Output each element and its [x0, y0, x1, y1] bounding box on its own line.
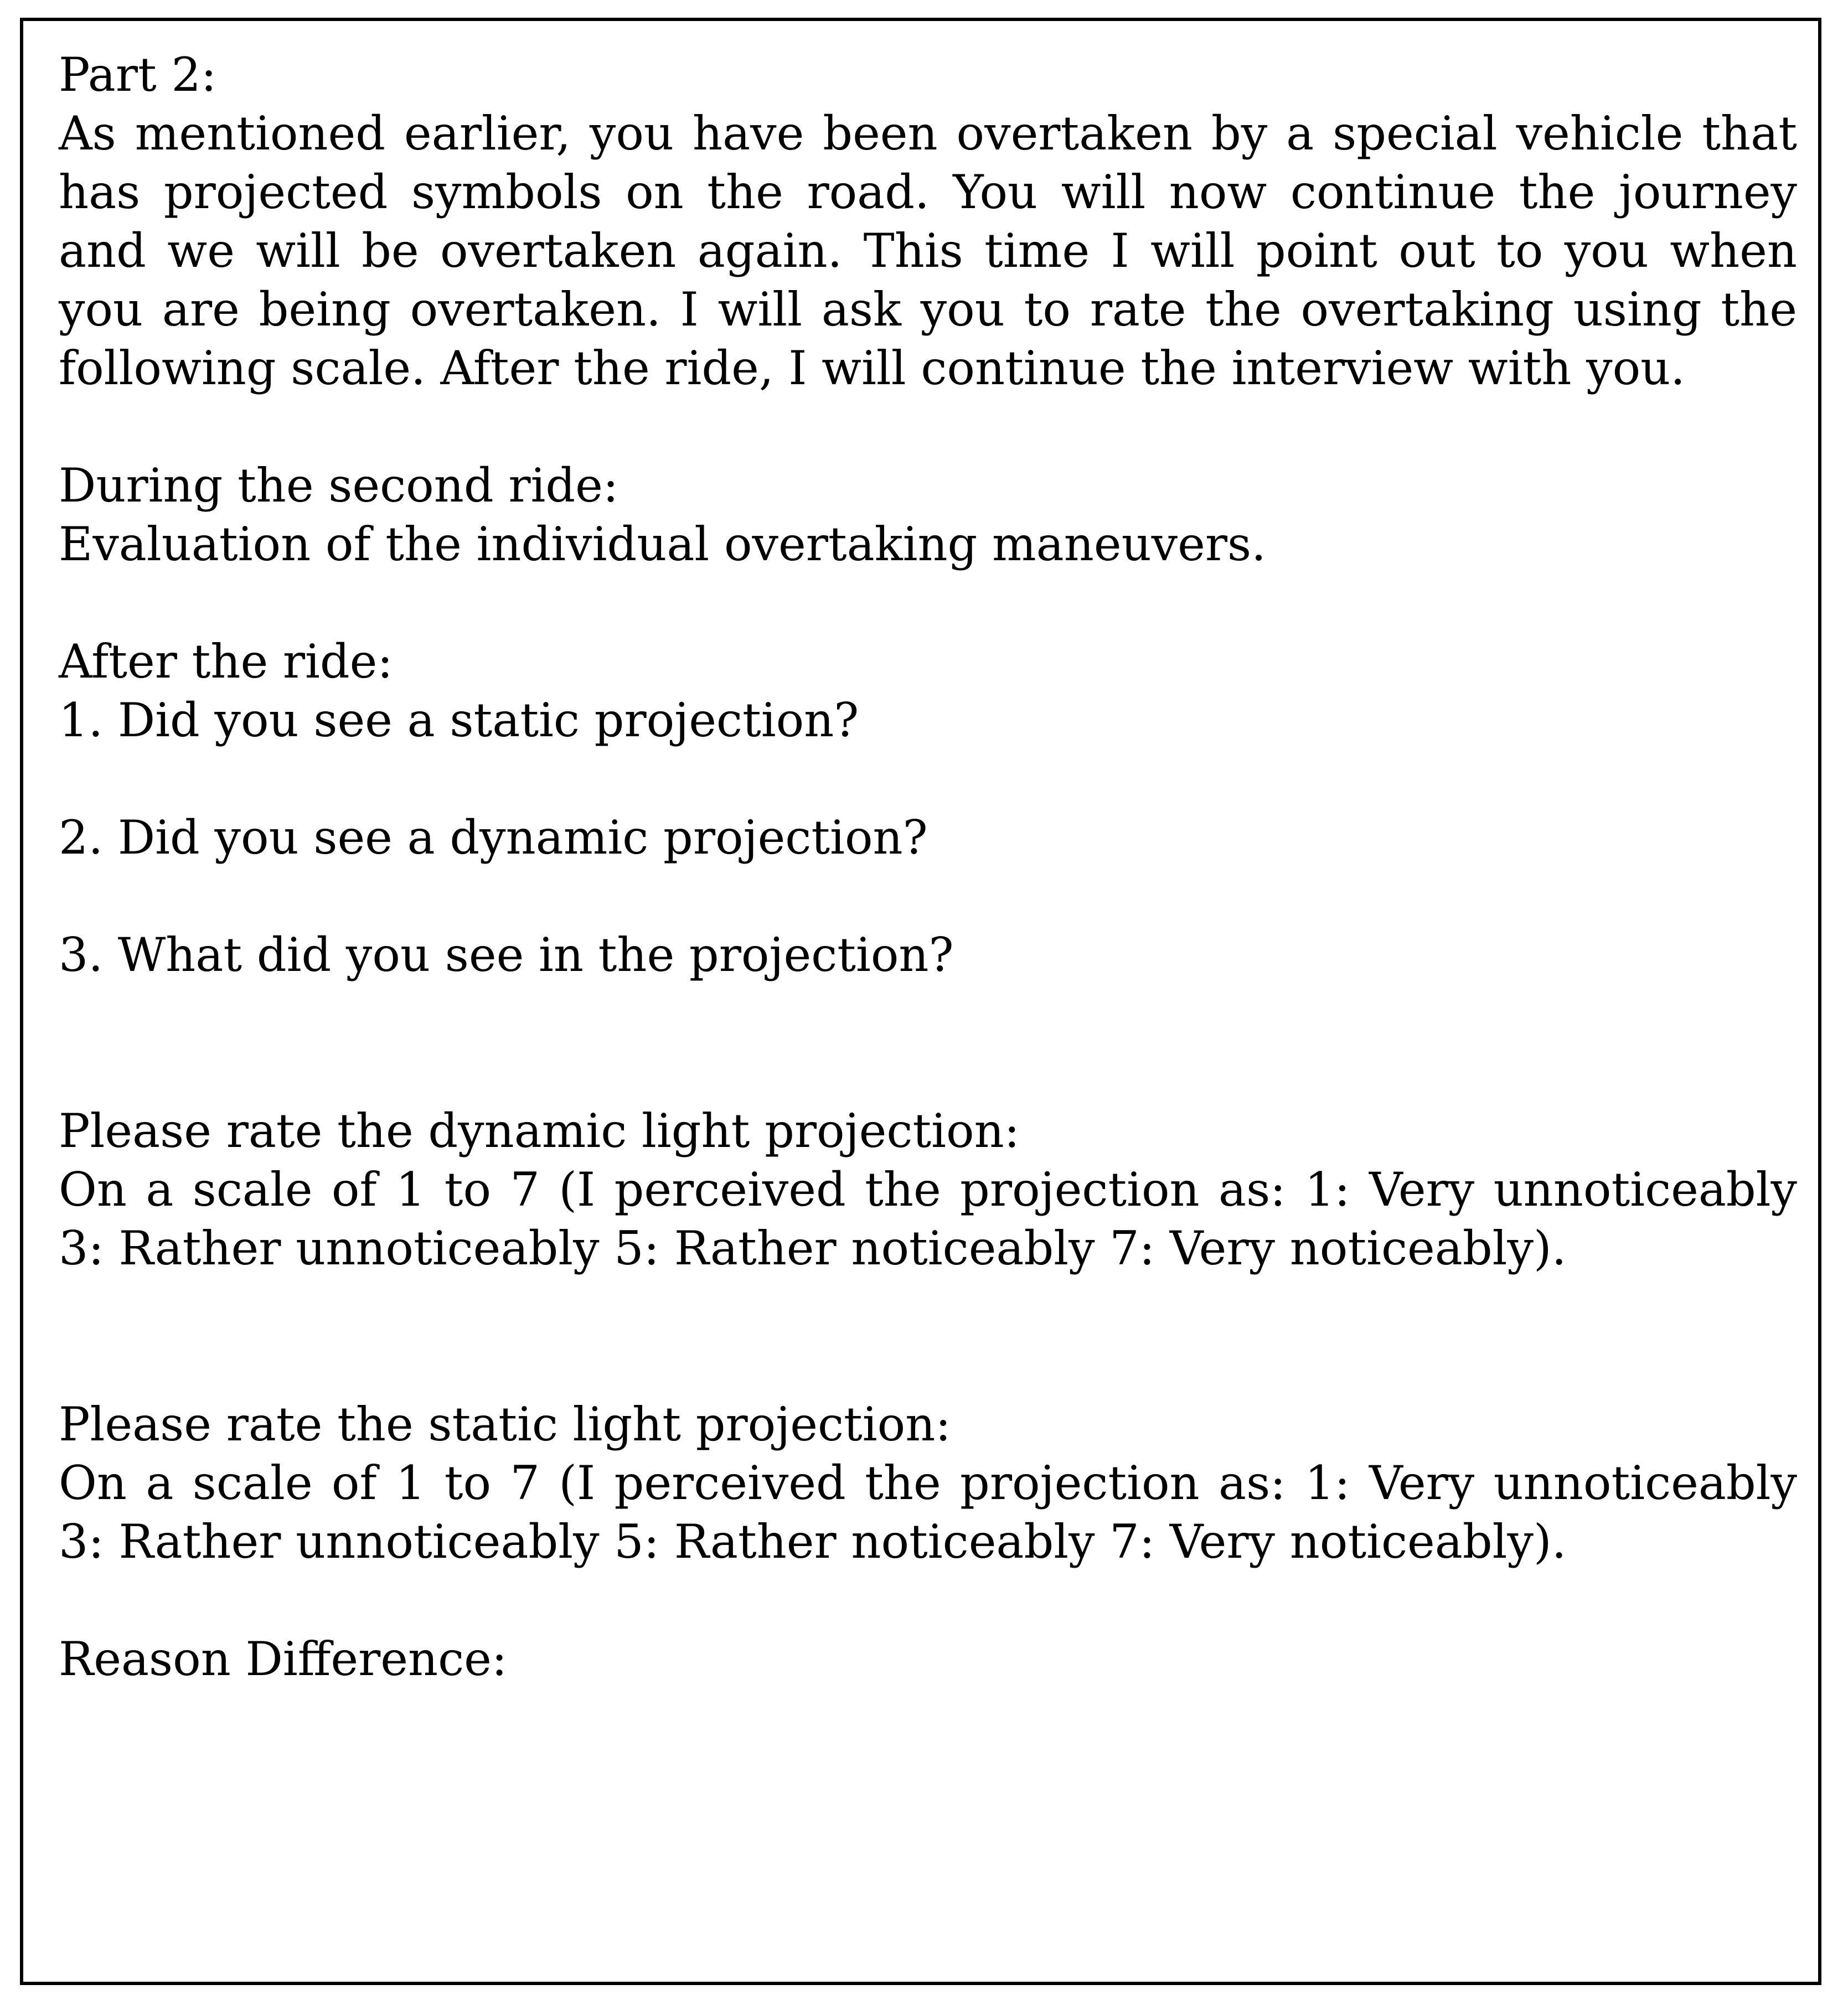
dynamic-rating-heading: Please rate the dynamic light projection:: [59, 1104, 1020, 1158]
reason-difference-label: Reason Difference:: [59, 1632, 508, 1686]
question-1: 1. Did you see a static projection?: [59, 693, 859, 747]
after-ride-heading: After the ride:: [59, 634, 393, 689]
dynamic-rating-scale: On a scale of 1 to 7 (I perceived the projection as: 1: Very unnoticeably 3: Rather unnoticeably 5: Rather noticeably 7: Very noticeably).: [59, 1162, 1797, 1275]
during-ride-text: Evaluation of the individual overtaking maneuvers.: [59, 517, 1266, 571]
document-frame: [20, 18, 1821, 1985]
question-2: 2. Did you see a dynamic projection?: [59, 810, 928, 865]
intro-paragraph: As mentioned earlier, you have been overtaken by a special vehicle that has projected symbols on the road. You will now continue the journey and we will be overtaken again. This time I will point out to you when you are being overtaken. I will ask you to rate the overtaking using the following scale. After the ride, I will continue the interview with you.: [59, 106, 1797, 395]
static-rating-heading: Please rate the static light projection:: [59, 1397, 951, 1451]
question-3: 3. What did you see in the projection?: [59, 928, 954, 982]
part-heading: Part 2:: [59, 48, 217, 102]
static-rating-scale: On a scale of 1 to 7 (I perceived the projection as: 1: Very unnoticeably 3: Rather unnoticeably 5: Rather noticeably 7: Very noticeably).: [59, 1456, 1797, 1569]
document-body: [59, 45, 1797, 1688]
during-ride-heading: During the second ride:: [59, 458, 619, 513]
